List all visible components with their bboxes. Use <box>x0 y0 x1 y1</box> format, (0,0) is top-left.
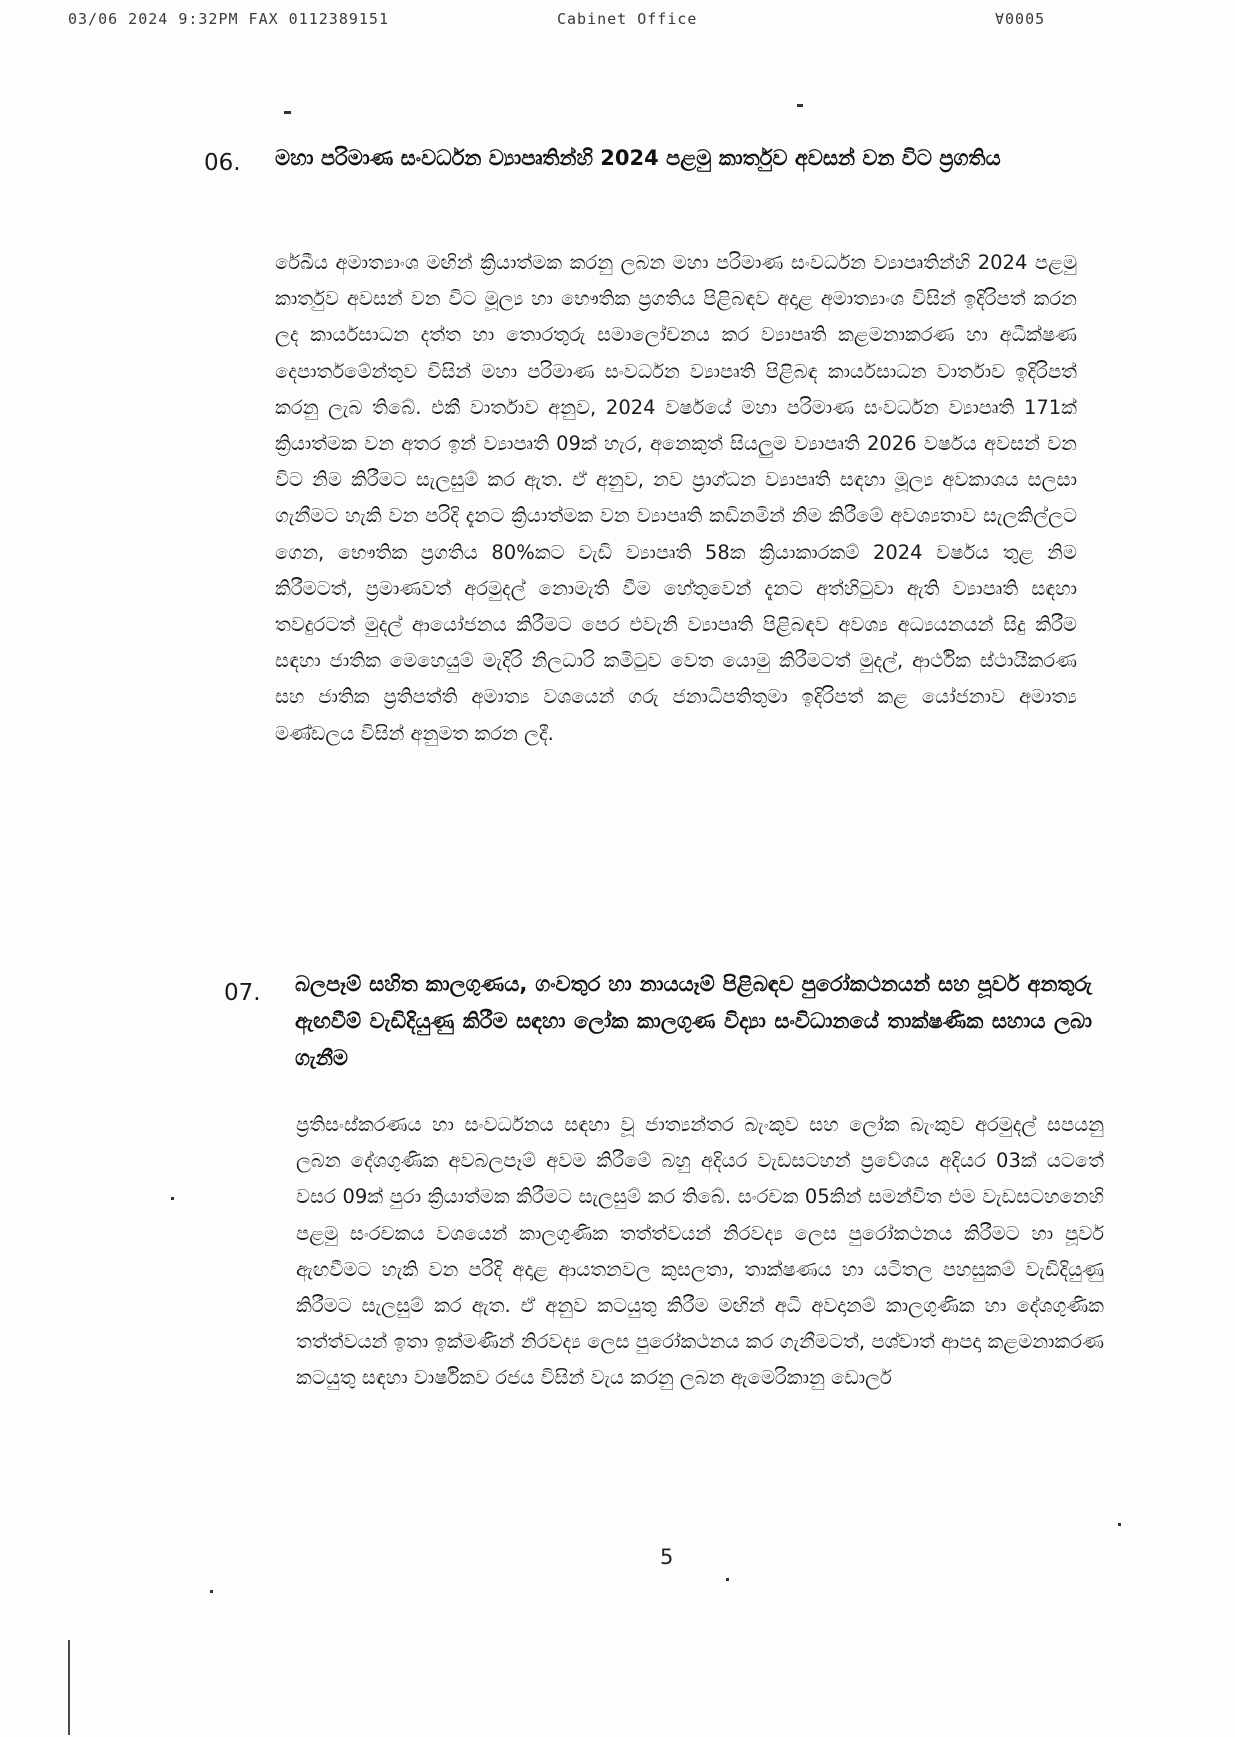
fax-datetime: 03/06 2024 9:32PM FAX 0112389151 <box>68 10 389 28</box>
section-title: මහා පරිමාණ සංවර්ධන ව්‍යාපෘතින්හි 2024 පළමු කාර්තුව අවසන් වන විට ප්‍රගතිය <box>275 146 1001 170</box>
fax-page-code: ∀0005 <box>995 10 1046 28</box>
section-body: ප්‍රතිසංස්කරණය හා සංවර්ධනය සඳහා වූ ජාත්‍යන්තර බැංකුව සහ ලෝක බැංකුව අරමුදල් සපයනු ලබන දේශගුණික අවබලපෑම් අවම කිරීමේ බහු අදියර වැඩසටහන් ප්‍රවේශය අදියර 03ක් යටතේ වසර 09ක් පුරා ක්‍රියාත්මක කිරීමට සැලසුම් කර තිබේ. සංරචක 05කින් සමන්විත එම වැඩසටහනෙහි පළමු සංරචකය වශයෙන් කාලගුණික තත්ත්වයන් නිරවද්‍ය ලෙස පුරෝකථනය කිරීමට හා පූර්ව ඇඟවීමට හැකි වන පරිදි අදාළ ආයතනවල කුසලතා, තාක්ෂණය හා යටිතල පහසුකම් වැඩිදියුණු කිරීමට සැලසුම් කර ඇත. ඒ අනුව කටයුතු කිරීම මඟින් අධි අවදානම් කාලගුණික හා දේශගුණික තත්ත්වයන් ඉතා ඉක්මණින් නිරවද්‍ය ලෙස පුරෝකථනය කර ගැනීමටත්, පශ්චාත් ආපදා කළමනාකරණ කටයුතු සඳහා වාර්ෂිකව රජය විසින් වැය කරනු ලබන ඇමෙරිකානු ඩොලර් <box>296 1113 1104 1390</box>
scan-speck <box>210 1590 213 1593</box>
scan-speck <box>171 1197 174 1200</box>
section-title: බලපෑම් සහිත කාලගුණය, ගංවතුර හා නායයෑම් පිළිබඳව පුරෝකථනයන් සහ පූර්ව අනතුරු ඇඟවීම් වැඩිදියුණු කිරීම සඳහා ලෝක කාලගුණ විද්‍යා සංවිධානයේ තාක්ෂණික සහාය ලබා ගැනීම <box>295 972 1092 1070</box>
page-number: 5 <box>660 1545 674 1569</box>
fax-header <box>0 10 1235 32</box>
section-number: 06. <box>204 150 241 176</box>
scan-speck <box>1118 1523 1121 1526</box>
fax-sender-office: Cabinet Office <box>557 10 698 28</box>
scan-speck <box>284 111 291 114</box>
scan-edge-line <box>68 1640 70 1735</box>
scan-speck <box>797 104 803 107</box>
section-body: රේඛීය අමාත්‍යාංශ මඟින් ක්‍රියාත්මක කරනු ලබන මහා පරිමාණ සංවර්ධන ව්‍යාපෘතින්හි 2024 පළමු කාර්තුව අවසන් වන විට මූල්‍ය හා භෞතික ප්‍රගතිය පිළිබඳව අදාළ අමාත්‍යාංශ විසින් ඉදිරිපත් කරන ලද කාර්යසාධන දත්ත හා තොරතුරු සමාලෝචනය කර ව්‍යාපෘති කළමනාකරණ හා අධීක්ෂණ දෙපාර්තමේන්තුව විසින් මහා පරිමාණ සංවර්ධන ව්‍යාපෘති පිළිබඳ කාර්යසාධන වාර්තාව ඉදිරිපත් කරනු ලැබ තිබේ. එකී වාර්තාව අනුව, 2024 වර්ෂයේ මහා පරිමාණ සංවර්ධන ව්‍යාපෘති 171ක් ක්‍රියාත්මක වන අතර ඉන් ව්‍යාපෘති 09ක් හැර, අනෙකුත් සියලුම ව්‍යාපෘති 2026 වර්ෂය අවසන් වන විට නිම කිරීමට සැලසුම් කර ඇත. ඒ අනුව, නව ප්‍රාග්ධන ව්‍යාපෘති සඳහා මූල්‍ය අවකාශය සලසා ගැනීමට හැකි වන පරිදි දැනට ක්‍රියාත්මක වන ව්‍යාපෘති කඩිනමින් නිම කිරීමේ අවශ්‍යතාව සැලකිල්ලට ගෙන, භෞතික ප්‍රගතිය 80%කට වැඩි ව්‍යාපෘති 58ක ක්‍රියාකාරකම් 2024 වර්ෂය තුළ නිම කිරීමටත්, ප්‍රමාණවත් අරමුදල් නොමැති වීම හේතුවෙන් දැනට අත්හිටුවා ඇති ව්‍යාපෘති සඳහා තවදුරටත් මුදල් ආයෝජනය කිරීමට පෙර එවැනි ව්‍යාපෘති පිළිබඳව අවශ්‍ය අධ්‍යයනයන් සිදු කිරීම සඳහා ජාතික මෙහෙයුම් මැදිරි නිලධාරි කමිටුව වෙත යොමු කිරීමටත් මුදල්, ආර්ථික ස්ථායීකරණ සහ ජාතික ප්‍රතිපත්ති අමාත්‍ය වශයෙන් ගරු ජනාධිපතිතුමා ඉදිරිපත් කළ යෝජනාව අමාත්‍ය මණ්ඩලය විසින් අනුමත කරන ලදී. <box>275 251 1077 745</box>
scan-speck <box>726 1578 729 1581</box>
section-number: 07. <box>224 980 261 1006</box>
